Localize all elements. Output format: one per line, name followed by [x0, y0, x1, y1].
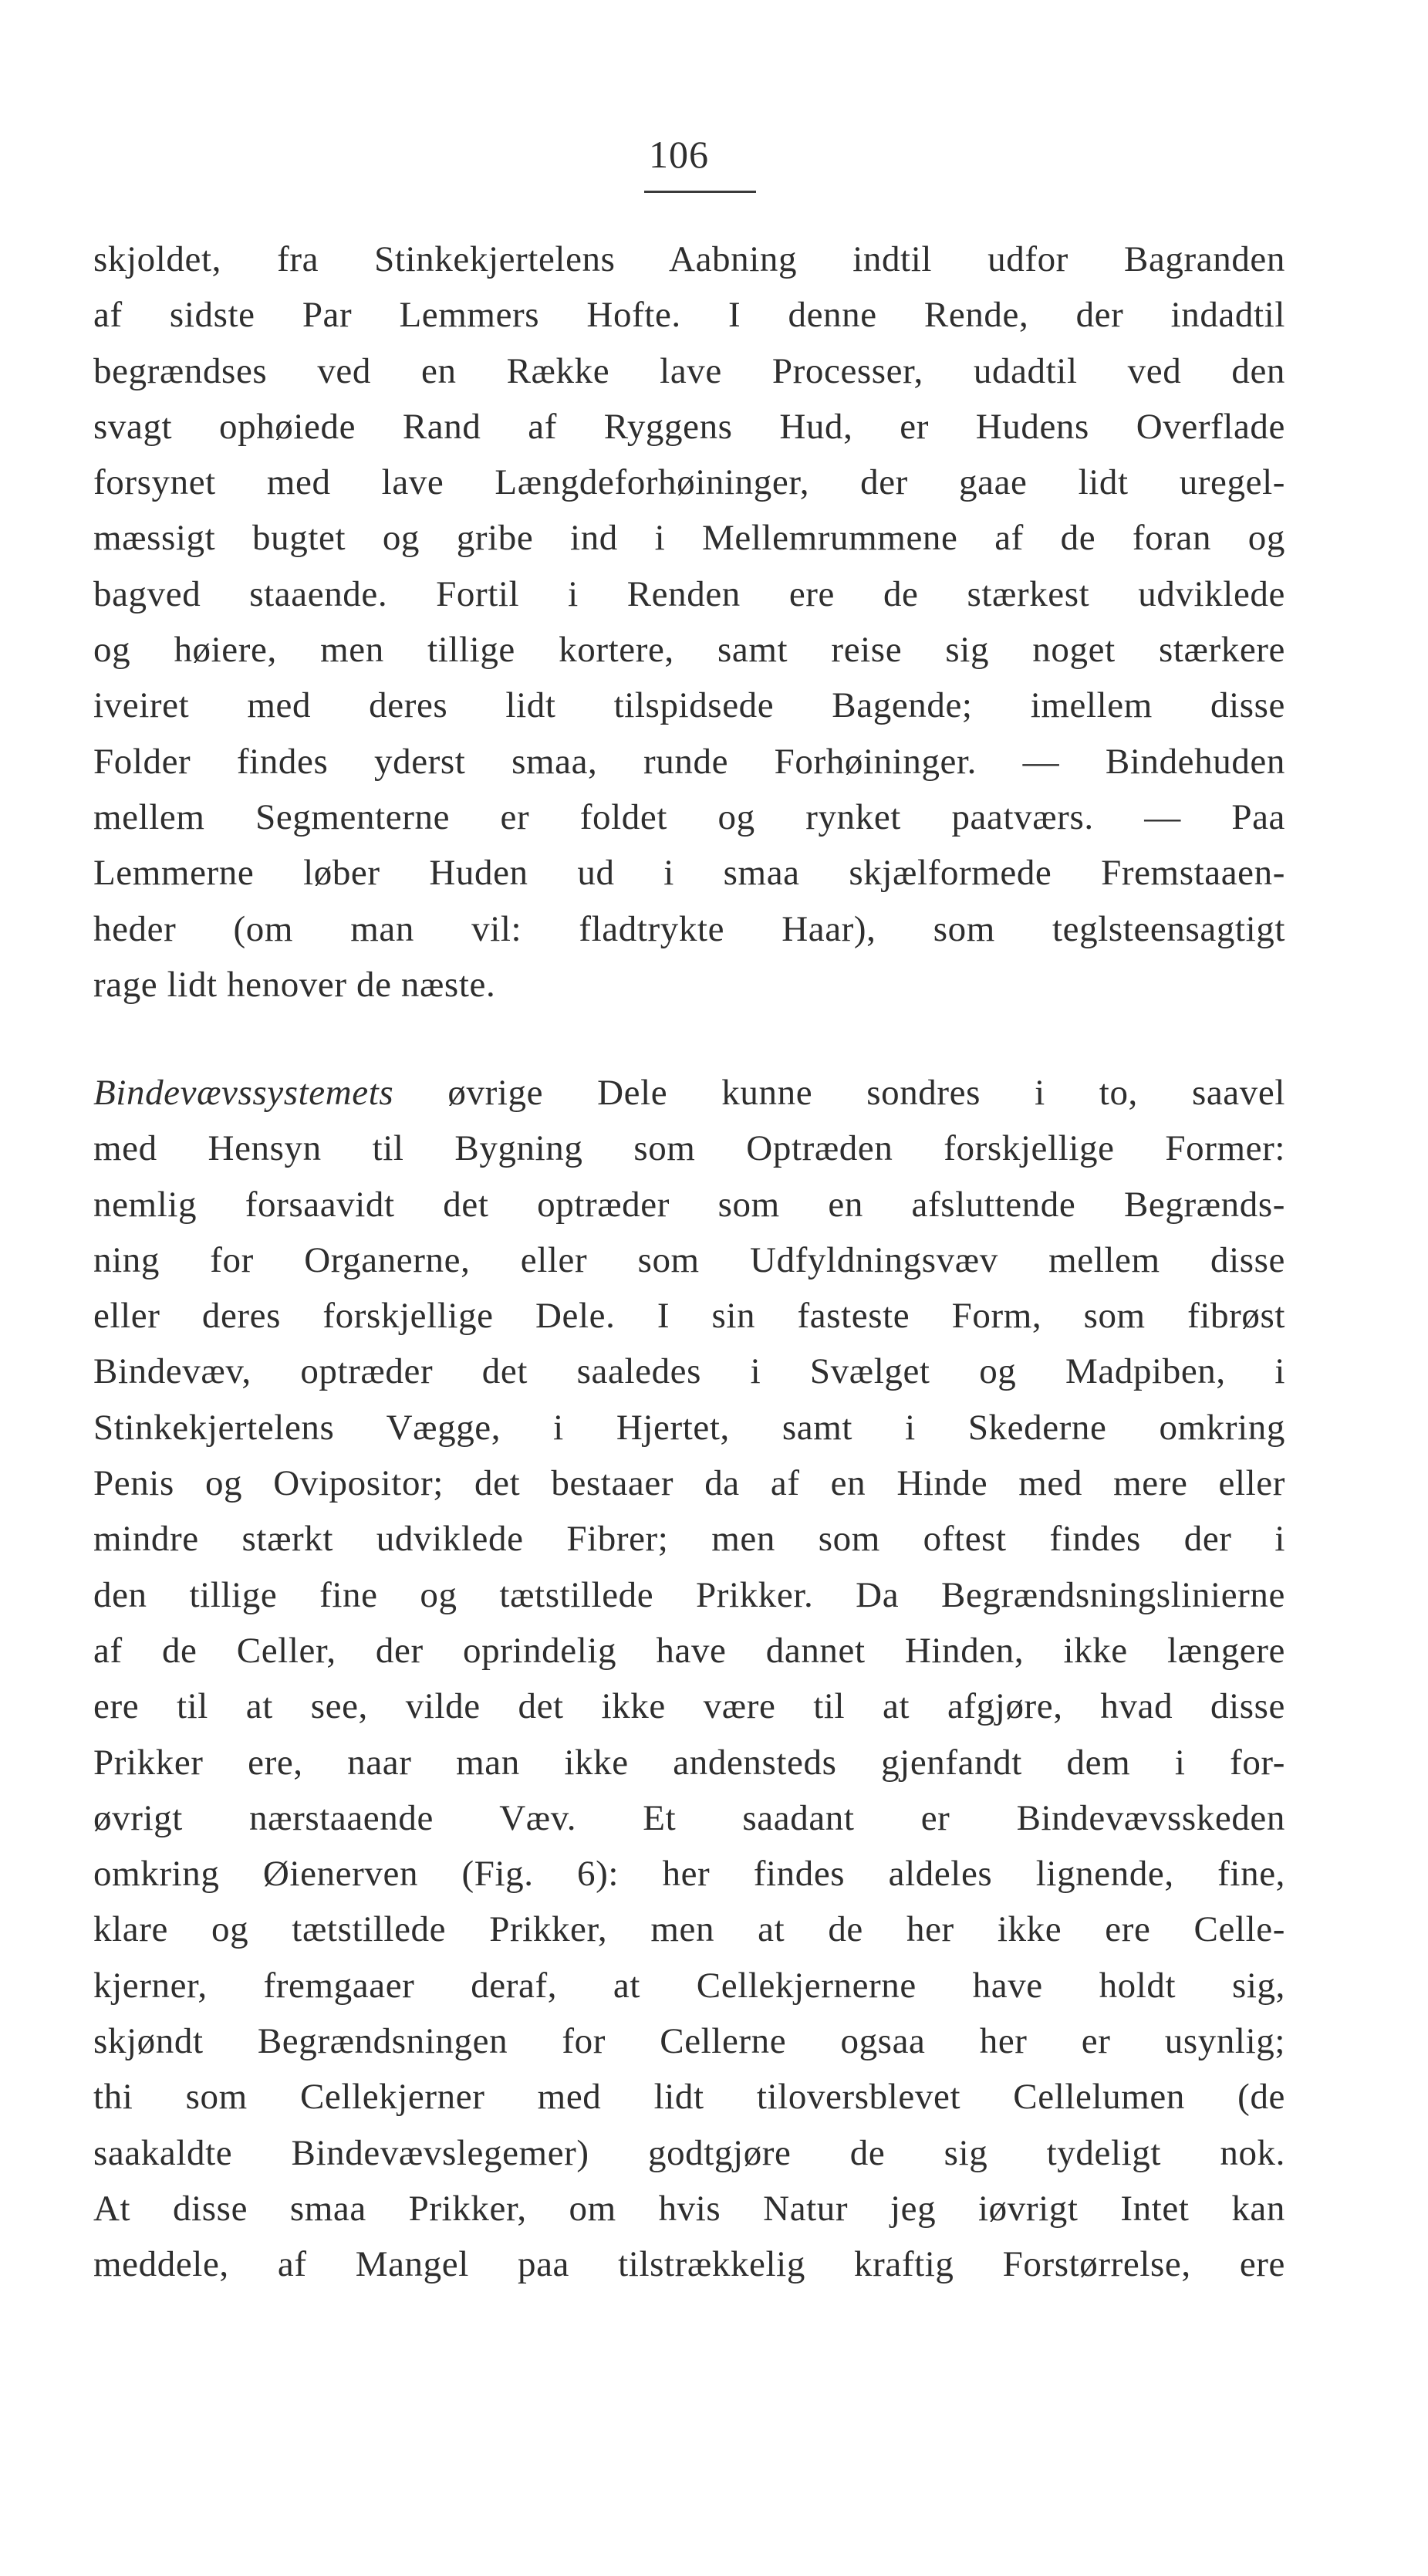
- text-line: Folder findes yderst smaa, runde Forhøininger. — Bindehuden: [93, 741, 1285, 782]
- text-line: saakaldte Bindevævslegemer) godtgjøre de sig tydeligt nok.: [93, 2132, 1285, 2173]
- text-line: den tillige fine og tætstillede Prikker. Da Begrændsningslinierne: [93, 1574, 1285, 1615]
- paragraph-bindevaevssystemets: [93, 1065, 1285, 2293]
- text-line: eller deres forskjellige Dele. I sin fasteste Form, som fibrøst: [93, 1296, 1285, 1337]
- text-line: mindre stærkt udviklede Fibrer; men som oftest findes der i: [93, 1519, 1285, 1560]
- text-line: omkring Øienerven (Fig. 6): her findes aldeles lignende, fine,: [93, 1854, 1285, 1895]
- text-line: meddele, af Mangel paa tilstrækkelig kraftig Forstørrelse, ere: [93, 2244, 1285, 2285]
- text-line: heder (om man vil: fladtrykte Haar), som teglsteensagtigt: [93, 908, 1285, 949]
- text-line: klare og tætstillede Prikker, men at de her ikke ere Celle-: [93, 1909, 1285, 1950]
- text-line: og høiere, men tillige kortere, samt reise sig noget stærkere: [93, 630, 1285, 671]
- paragraph-hudens-overflade: [93, 232, 1285, 1012]
- page-number: 106: [649, 133, 709, 176]
- text-line: iveiret med deres lidt tilspidsede Bagende; imellem disse: [93, 685, 1285, 726]
- text-line: mæssigt bugtet og gribe ind i Mellemrummene af de foran og: [93, 518, 1285, 559]
- text-line: skjoldet, fra Stinkekjertelens Aabning indtil udfor Bagranden: [93, 239, 1285, 279]
- text-line: Penis og Ovipositor; det bestaaer da af en Hinde med mere eller: [93, 1463, 1285, 1504]
- text-line: af de Celler, der oprindelig have dannet Hinden, ikke længere: [93, 1630, 1285, 1671]
- text-line: svagt ophøiede Rand af Ryggens Hud, er Hudens Overflade: [93, 406, 1285, 447]
- text-line: Lemmerne løber Huden ud i smaa skjælformede Fremstaaen-: [93, 853, 1285, 894]
- text-line: skjøndt Begrændsningen for Cellerne ogsaa her er usynlig;: [93, 2021, 1285, 2062]
- text-line-first: [93, 1065, 1285, 1121]
- text-line: At disse smaa Prikker, om hvis Natur jeg iøvrigt Intet kan: [93, 2188, 1285, 2229]
- text-line: Stinkekjertelens Vægge, i Hjertet, samt i Skederne omkring: [93, 1407, 1285, 1448]
- text-line: øvrigt nærstaaende Væv. Et saadant er Bindevævsskeden: [93, 1797, 1285, 1838]
- text-line: thi som Cellekjerner med lidt tiloversblevet Cellelumen (de: [93, 2077, 1285, 2118]
- text-line: ning for Organerne, eller som Udfyldningsvæv mellem disse: [93, 1239, 1285, 1280]
- text-line: Bindevæv, optræder det saaledes i Svælget og Madpiben, i: [93, 1351, 1285, 1392]
- text-line: af sidste Par Lemmers Hofte. I denne Rende, der indadtil: [93, 295, 1285, 336]
- text-line: Prikker ere, naar man ikke andensteds gjenfandt dem i for-: [93, 1742, 1285, 1783]
- text-line: med Hensyn til Bygning som Optræden forskjellige Former:: [93, 1128, 1285, 1169]
- text-line: bagved staaende. Fortil i Renden ere de stærkest udviklede: [93, 573, 1285, 614]
- text-line: mellem Segmenterne er foldet og rynket paatværs. — Paa: [93, 796, 1285, 837]
- text-line: ere til at see, vilde det ikke være til at afgjøre, hvad disse: [93, 1686, 1285, 1727]
- text-line: kjerner, fremgaaer deraf, at Cellekjernerne have holdt sig,: [93, 1965, 1285, 2006]
- text-line: forsynet med lave Længdeforhøininger, der gaae lidt uregel-: [93, 462, 1285, 503]
- page-number-rule: [644, 191, 756, 193]
- italic-term: Bindevævssystemets: [93, 1073, 394, 1113]
- first-line-rest: øvrige Dele kunne sondres i to, saavel: [393, 1073, 1285, 1113]
- text-line: begrændses ved en Række lave Processer, udadtil ved den: [93, 350, 1285, 391]
- text-line: rage lidt henover de næste.: [93, 964, 496, 1005]
- text-line: nemlig forsaavidt det optræder som en afsluttende Begrænds-: [93, 1184, 1285, 1225]
